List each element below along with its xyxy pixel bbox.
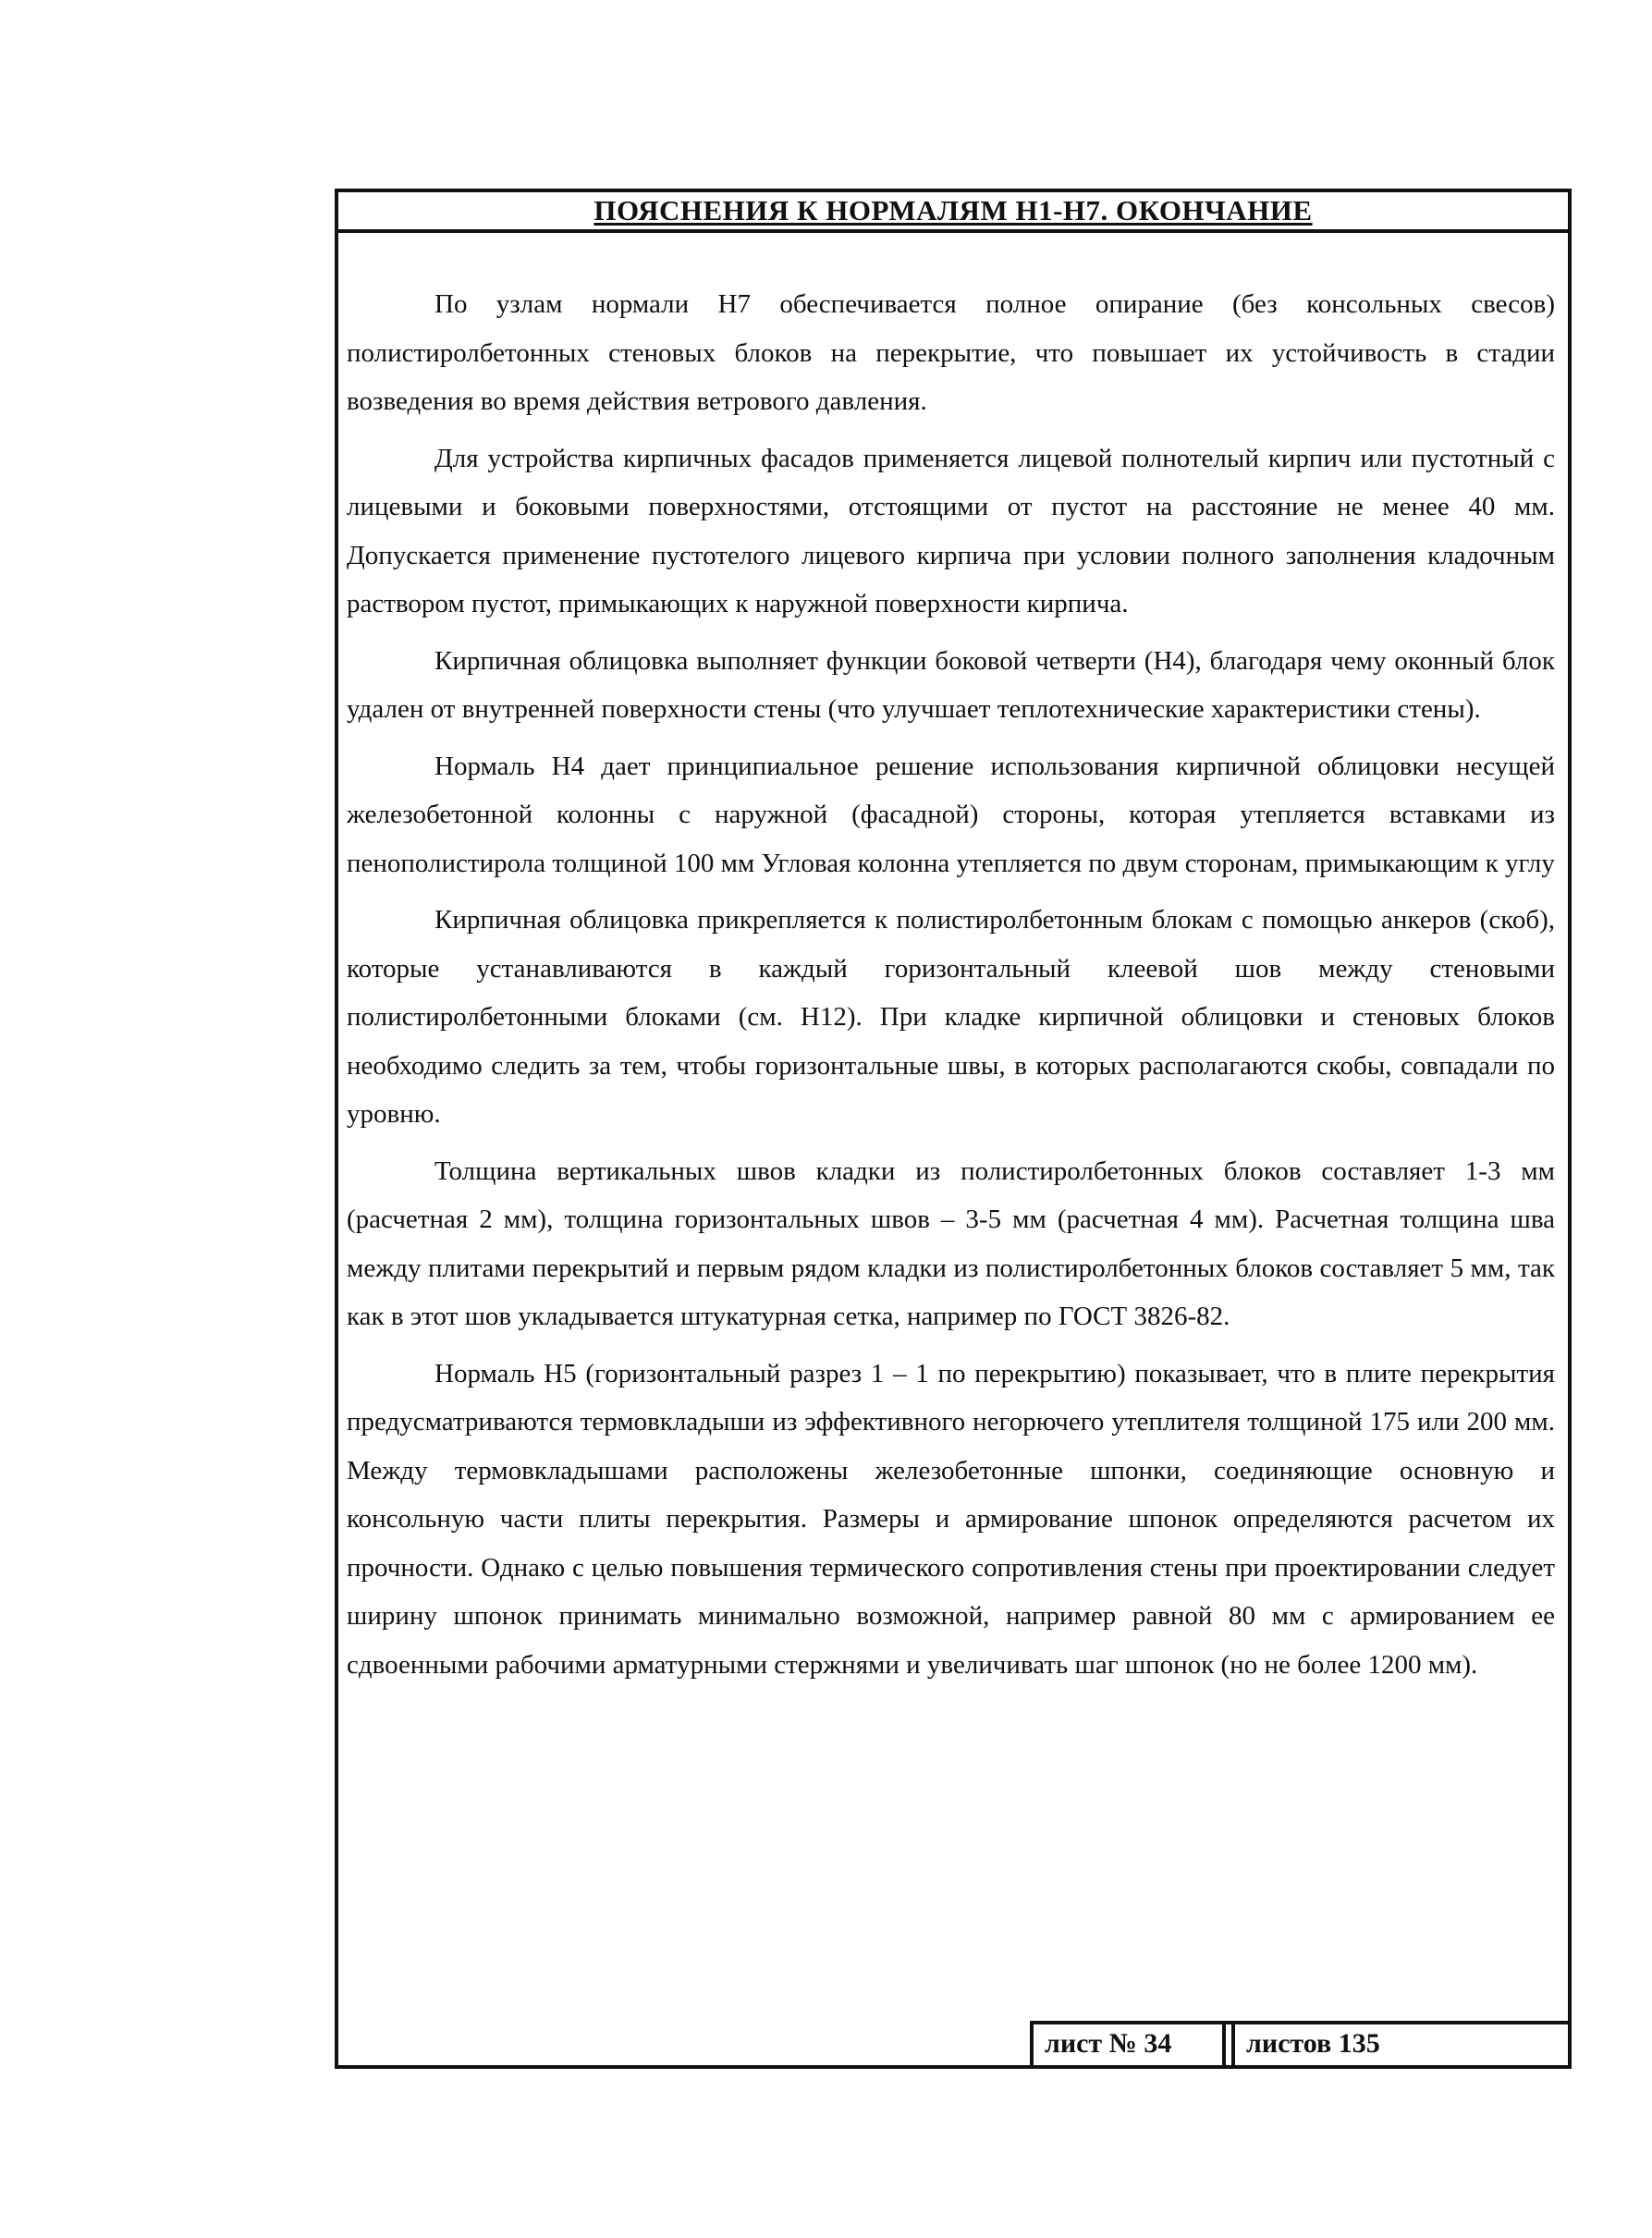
body-text: [347, 280, 1555, 1697]
sheet-total: листов 135: [1231, 2024, 1568, 2065]
paragraph: Нормаль Н5 (горизонтальный разрез 1 – 1 по перекрытию) показывает, что в плите перекрытия предусматриваются термовкладыши из эффективного негорючего утеплителя толщиной 175 или 200 мм. Между термовкладышами расположены железобетонные шпонки, соединяющие основную и консольную части плиты перекрытия. Размеры и армирование шпонок определяются расчетом их прочности. Однако с целью повышения термического сопротивления стены при проектировании следует ширину шпонок принимать минимально возможной, например равной 80 мм с армированием ее сдвоенными рабочими арматурными стержнями и увеличивать шаг шпонок (но не более 1200 мм).: [347, 1358, 1555, 1680]
title-bar: [338, 192, 1568, 233]
paragraph: Кирпичная облицовка прикрепляется к полистиролбетонным блокам с помощью анкеров (скоб), которые устанавливаются в каждый горизонтальный клеевой шов между стеновыми полистиролбетонными блоками (см. Н12). При кладке кирпичной облицовки и стеновых блоков необходимо следить за тем, чтобы горизонтальные швы, в которых располагаются скобы, совпадали по уровню.: [347, 905, 1555, 1129]
document-frame: [335, 189, 1572, 2069]
paragraph: Нормаль Н4 дает принципиальное решение использования кирпичной облицовки несущей железобетонной колонны с наружной (фасадной) стороны, которая утепляется вставками из пенополистирола толщиной 100 мм Угловая колонна утепляется по двум сторонам, примыкающим к углу: [347, 751, 1555, 878]
footer-divider: [1222, 2024, 1231, 2065]
paragraph: По узлам нормали Н7 обеспечивается полное опирание (без консольных свесов) полистиролбетонных стеновых блоков на перекрытие, что повышает их устойчивость в стадии возведения во время действия ветрового давления.: [347, 289, 1555, 416]
paragraph: Толщина вертикальных швов кладки из полистиролбетонных блоков составляет 1-3 мм (расчетная 2 мм), толщина горизонтальных швов – 3-5 мм (расчетная 4 мм). Расчетная толщина шва между плитами перекрытий и первым рядом кладки из полистиролбетонных блоков составляет 5 мм, так как в этот шов укладывается штукатурная сетка, например по ГОСТ 3826-82.: [347, 1156, 1555, 1331]
paragraph: Для устройства кирпичных фасадов применяется лицевой полнотелый кирпич или пустотный с лицевыми и боковыми поверхностями, отстоящими от пустот на расстояние не менее 40 мм. Допускается применение пустотелого лицевого кирпича при условии полного заполнения кладочным раствором пустот, примыкающих к наружной поверхности кирпича.: [347, 443, 1555, 618]
footer-stamp: [1030, 2021, 1568, 2065]
paragraph: Кирпичная облицовка выполняет функции боковой четверти (Н4), благодаря чему оконный блок удален от внутренней поверхности стены (что улучшает теплотехнические характеристики стены).: [347, 645, 1555, 724]
sheet-number: лист № 34: [1030, 2024, 1222, 2065]
page-title: ПОЯСНЕНИЯ К НОРМАЛЯМ Н1-Н7. ОКОНЧАНИЕ: [593, 194, 1313, 226]
